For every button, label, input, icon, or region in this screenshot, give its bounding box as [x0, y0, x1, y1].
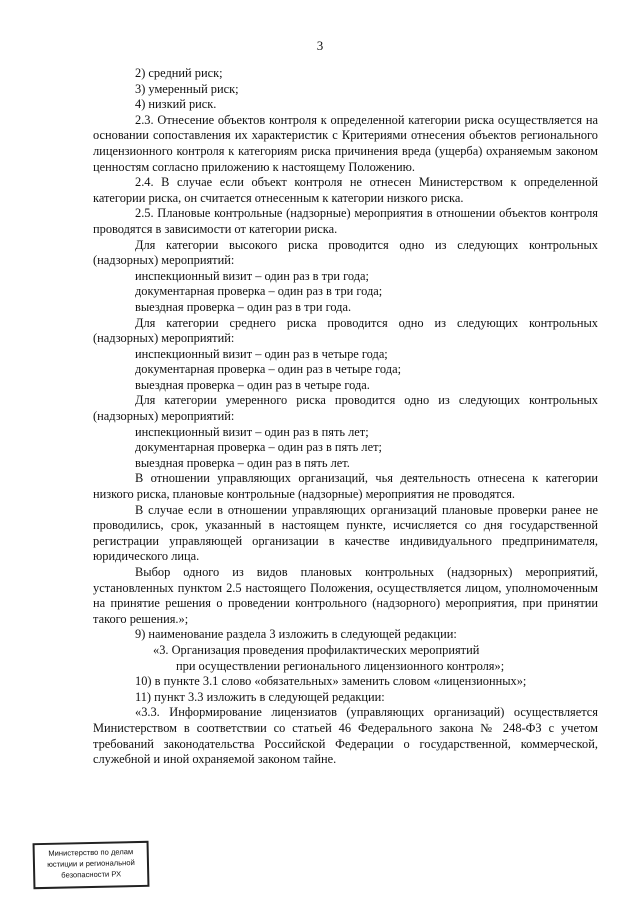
item-9: 9) наименование раздела 3 изложить в следующей редакции: [135, 627, 457, 642]
item-11: 11) пункт 3.3 изложить в следующей редакции: [135, 689, 385, 704]
quote-line-1: «3. Организация проведения профилактических мероприятий [153, 642, 480, 657]
stamp-line: юстиции и региональной [47, 858, 135, 869]
paragraph-3-3: «3.3. Информирование лицензиатов (управляющих организаций) осуществляется Министерством в соответствии со статьей 46 Федерального закона № 248-ФЗ с учетом требований законодательства Российской Федерации о государственной, коммерческой, служебной и иной охраняемой законом тайне. [93, 705, 598, 767]
paragraph-2-5: 2.5. Плановые контрольные (надзорные) мероприятия в отношении объектов контроля проводятся в зависимости от категории риска. [93, 206, 598, 236]
medium-risk-item: инспекционный визит – один раз в четыре года; [135, 346, 388, 361]
medium-risk-item: документарная проверка – один раз в четыре года; [135, 362, 402, 377]
high-risk-item: инспекционный визит – один раз в три года; [135, 268, 369, 283]
paragraph-2-4: 2.4. В случае если объект контроля не отнесен Министерством к определенной категории риска, он считается отнесенным к категории низкого риска. [93, 175, 598, 205]
management-low-risk-paragraph: В отношении управляющих организаций, чья деятельность отнесена к категории низкого риска, плановые контрольные (надзорные) мероприятия не проводятся. [93, 471, 598, 502]
document-body [93, 66, 598, 768]
stamp-line: безопасности РХ [61, 869, 122, 880]
high-risk-intro: Для категории высокого риска проводится одно из следующих контрольных (надзорных) мероприятий: [93, 237, 598, 268]
management-first-check-paragraph: В случае если в отношении управляющих организаций плановые проверки ранее не проводились, срок, указанный в настоящем пункте, исчисляется со дня государственной регистрации управляющей организации в качестве индивидуального предпринимателя, юридического лица. [93, 502, 598, 564]
list-item-moderate-risk: 3) умеренный риск; [135, 81, 239, 96]
medium-risk-item: выездная проверка – один раз в четыре года. [135, 377, 370, 392]
item-10: 10) в пункте 3.1 слово «обязательных» заменить словом «лицензионных»; [135, 674, 527, 689]
moderate-risk-item: инспекционный визит – один раз в пять лет; [135, 424, 369, 439]
moderate-risk-item: выездная проверка – один раз в пять лет. [135, 455, 350, 470]
quote-line-2: при осуществлении регионального лицензионного контроля»; [176, 658, 505, 673]
moderate-risk-item: документарная проверка – один раз в пять лет; [135, 440, 382, 455]
medium-risk-intro: Для категории среднего риска проводится одно из следующих контрольных (надзорных) мероприятий: [93, 315, 598, 346]
choice-paragraph: Выбор одного из видов плановых контрольных (надзорных) мероприятий, установленных пунктом 2.5 настоящего Положения, осуществляется лицом, уполномоченным на принятие решения о проведении контрольного (надзорного) мероприятия, при принятии такого решения.»; [93, 565, 598, 626]
high-risk-item: выездная проверка – один раз в три года. [135, 299, 352, 314]
list-item-low-risk: 4) низкий риск. [135, 97, 217, 112]
ministry-stamp [33, 841, 150, 889]
list-item-medium-risk: 2) средний риск; [135, 66, 223, 80]
page-number: 3 [316, 38, 324, 53]
moderate-risk-intro: Для категории умеренного риска проводится одно из следующих контрольных (надзорных) мероприятий: [93, 393, 598, 424]
paragraph-2-3: 2.3. Отнесение объектов контроля к определенной категории риска осуществляется на основании сопоставления их характеристик с Критериями отнесения объектов регионального лицензионного контроля к категориям риска причинения вреда (ущерба) охраняемым законом ценностям согласно приложению к настоящему Положению. [93, 112, 598, 174]
high-risk-item: документарная проверка – один раз в три года; [135, 284, 383, 299]
stamp-line: Министерство по делам [48, 847, 134, 858]
